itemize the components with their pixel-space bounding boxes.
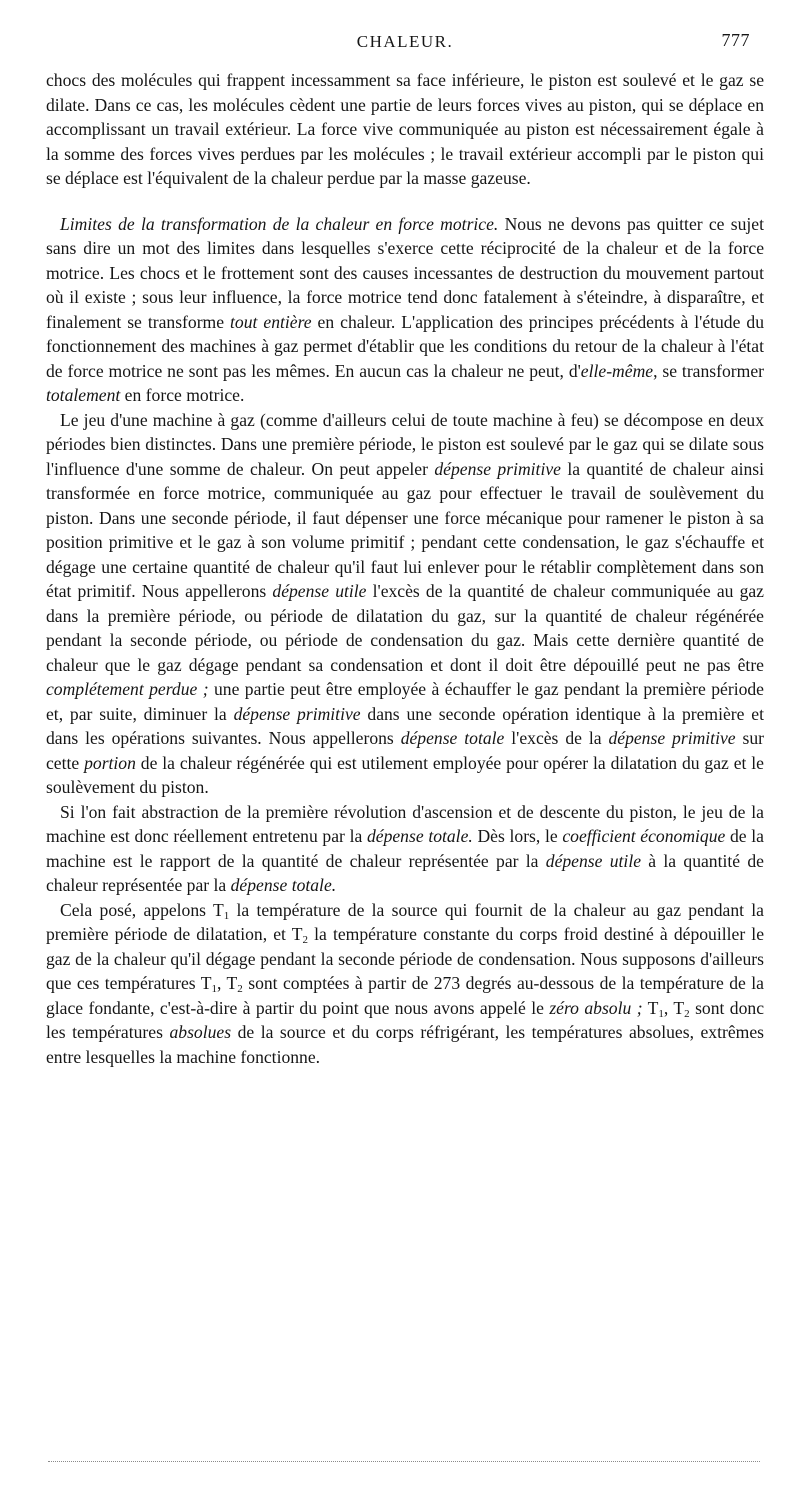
book-page	[46, 30, 764, 1069]
section-heading: Limites de la transformation de la chaleur en force motrice.	[60, 213, 499, 234]
paragraph-jeu-machine: Le jeu d'une machine à gaz (comme d'ailleurs celui de toute machine à feu) se décompose en deux périodes bien distinctes. Dans une première période, le piston est soulevé par le gaz qui se dilate sous l'influence d'une somme de chaleur. On peut appeler dépense primitive la quantité de chaleur ainsi transformée en force motrice, communiquée au gaz pour effectuer le travail de soulèvement du piston. Dans une seconde période, il faut dépenser une force mécanique pour ramener le piston à sa position primitive et le gaz à son volume primitif ; pendant cette condensation, le gaz s'échauffe et dégage une certaine quantité de chaleur qu'il faut lui enlever pour le rétablir complètement dans son état primitif. Nous appellerons dépense utile l'excès de la quantité de chaleur communiquée au gaz dans la première période, ou période de dilatation du gaz, sur la quantité de chaleur régénérée pendant la seconde période, ou période de condensation du gaz. Mais cette dernière quantité de chaleur que le gaz dégage pendant sa condensation et dont il doit être dépouillé peut ne pas être complétement perdue ; une partie peut être employée à échauffer le gaz pendant la première période et, par suite, diminuer la dépense primitive dans une seconde opération identique à la première et dans les opérations suivantes. Nous appellerons dépense totale l'excès de la dépense primitive sur cette portion de la chaleur régénérée qui est utilement employée pour opérer la dilatation du gaz et le soulèvement du piston.	[46, 409, 764, 797]
page-header	[46, 30, 764, 56]
paragraph-abstraction: Si l'on fait abstraction de la première révolution d'ascension et de descente du piston, le jeu de la machine est donc réellement entretenu par la dépense totale. Dès lors, le coefficient économique de la machine est le rapport de la quantité de chaleur représentée par la dépense utile à la quantité de chaleur représentée par la dépense totale.	[46, 801, 764, 895]
footer-dotted-rule	[48, 1461, 760, 1462]
paragraph-temperatures: Cela posé, appelons $T_1$ la température de la source qui fournit de la chaleur au gaz pendant la première période de dilatation, et $T_2$ la température constante du corps froid destiné à dépouiller le gaz de la chaleur qu'il dégage pendant la seconde période de condensation. Nous supposons d'ailleurs que ces températures $T_1$, $T_2$ sont comptées à partir de 273 degrés au-dessous de la température de la glace fondante, c'est-à-dire à partir du point que nous avons appelé le zéro absolu ; $T_1$, $T_2$ sont donc les températures absolues de la source et du corps réfrigérant, les températures absolues, extrêmes entre lesquelles la machine fonctionne.	[46, 899, 765, 1067]
paragraph-1: chocs des molécules qui frappent incessamment sa face inférieure, le piston est soulevé et le gaz se dilate. Dans ce cas, les molécules cèdent une partie de leurs forces vives au piston, qui se déplace en accomplissant un travail extérieur. La force vive communiquée au piston est nécessairement égale à la somme des forces vives perdues par les molécules ; le travail extérieur accompli par le piston qui se déplace est l'équivalent de la chaleur perdue par la masse gazeuse.	[46, 70, 764, 188]
paragraph-limites: Limites de la transformation de la chaleur en force motrice. Nous ne devons pas quitter ce sujet sans dire un mot des limites dans lesquelles s'exerce cette réciprocité de la chaleur et de la force motrice. Les chocs et le frottement sont des causes incessantes de destruction du mouvement partout où il existe ; sous leur influence, la force motrice tend donc fatalement à s'éteindre, à disparaître, et finalement se transforme tout entière en chaleur. L'application des principes précédents à l'étude du fonctionnement des machines à gaz permet d'établir que les conditions du retour de la chaleur à l'état de force motrice ne sont pas les mêmes. En aucun cas la chaleur ne peut, d'elle-même, se transformer totalement en force motrice.	[46, 213, 765, 405]
page-number: 777	[721, 30, 750, 50]
running-title: CHALEUR.	[356, 32, 454, 51]
